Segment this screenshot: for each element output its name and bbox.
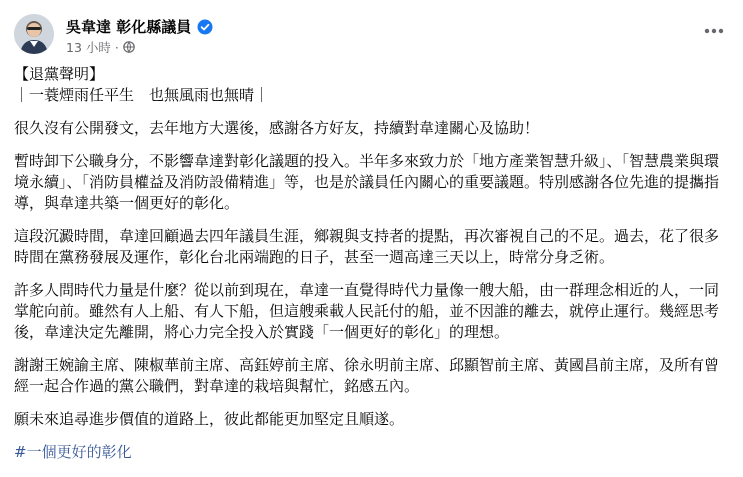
post-heading-block [14, 64, 726, 106]
hashtag-line [14, 442, 726, 463]
paragraph-2: 暫時卸下公職身分，不影響韋達對彰化議題的投入。半年多來致力於「地方產業智慧升級」、「智慧農業與環境永續」、「消防員權益及消防設備精進」等，也是於議員任內關心的重要議題。特別感謝各位先進的提攜指導，與韋達共築一個更好的彰化。 [14, 152, 720, 212]
more-options-button[interactable] [699, 20, 729, 42]
post-meta [66, 38, 135, 56]
post-timestamp[interactable]: 13 小時 [66, 40, 111, 55]
post-header [14, 14, 729, 58]
author-line [66, 16, 213, 37]
meta-separator: · [114, 39, 119, 55]
author-avatar[interactable] [14, 14, 54, 54]
hashtag-link[interactable]: #一個更好的彰化 [14, 443, 132, 461]
post-body [14, 64, 726, 475]
paragraph-3: 這段沉澱時間，韋達回顧過去四年議員生涯，鄉親與支持者的提點，再次審視自己的不足。過去，花了很多時間在黨務發展及運作，彰化台北兩端跑的日子，甚至一週高達三天以上，時常分身乏術。 [14, 227, 720, 266]
verified-badge-icon [197, 19, 213, 35]
paragraph-1: 很久沒有公開發文，去年地方大選後，感謝各方好友，持續對韋達關心及協助！ [14, 119, 540, 137]
globe-icon[interactable] [123, 41, 135, 53]
paragraph-5: 謝謝王婉諭主席、陳椒華前主席、高鈺婷前主席、徐永明前主席、邱顯智前主席、黃國昌前主席，及所有曾經一起合作過的黨公職們，對韋達的栽培與幫忙，銘感五內。 [14, 356, 720, 395]
paragraph-4: 許多人問時代力量是什麼？從以前到現在，韋達一直覺得時代力量像一艘大船，由一群理念相近的人，一同掌舵向前。雖然有人上船、有人下船，但這艘乘載人民託付的船，並不因誰的離去，就停止運行。幾經思考後，韋達決定先離開，將心力完全投入於實踐「一個更好的彰化」的理想。 [14, 281, 720, 341]
author-name[interactable]: 吳韋達 彰化縣議員 [66, 18, 192, 36]
paragraph-6: 願未來追尋進步價值的道路上，彼此都能更加堅定且順遂。 [14, 410, 405, 428]
profile-photo-icon [14, 14, 54, 54]
more-options-icon [704, 28, 724, 34]
post-subtitle: ｜一蓑煙雨任平生 也無風雨也無晴｜ [14, 86, 270, 104]
post-title: 【退黨聲明】 [14, 65, 105, 83]
